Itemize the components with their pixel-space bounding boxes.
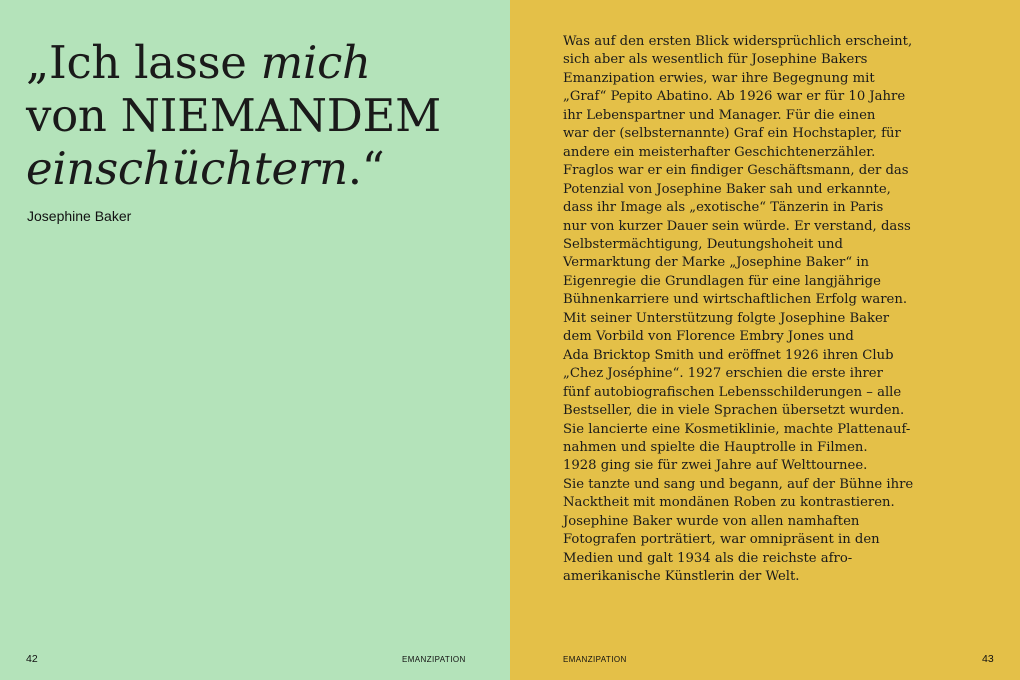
- quote-line-1-roman: „Ich lasse: [26, 36, 261, 89]
- body-text-line: Josephine Baker wurde von allen namhaften: [563, 513, 860, 529]
- quote-line-1: [26, 36, 496, 89]
- body-text-line: sich aber als wesentlich für Josephine Bakers: [563, 52, 868, 68]
- quote-line-1-italic: mich: [260, 36, 371, 89]
- body-text-line: Ada Bricktop Smith und eröffnet 1926 ihren Club: [563, 347, 894, 363]
- body-text-line: Bühnenkarriere und wirtschaftlichen Erfolg waren.: [563, 292, 908, 308]
- quote-line-3: [26, 142, 496, 195]
- body-text-line: 1928 ging sie für zwei Jahre auf Welttournee.: [563, 458, 868, 474]
- body-text-line: Potenzial von Josephine Baker sah und erkannte,: [563, 181, 891, 197]
- body-text-line: „Chez Joséphine“. 1927 erschien die erste ihrer: [563, 366, 883, 382]
- body-text-line: nahmen und spielte die Hauptrolle in Filmen.: [563, 439, 868, 455]
- body-text-line: Fotografen porträtiert, war omnipräsent in den: [563, 532, 880, 548]
- quote-line-3-closing: .“: [347, 142, 385, 195]
- body-text-line: Fraglos war er ein findiger Geschäftsmann, der das: [563, 163, 909, 179]
- body-text-line: dem Vorbild von Florence Embry Jones und: [563, 329, 854, 345]
- running-head-left: EMANZIPATION: [402, 655, 466, 664]
- page-number-right: 43: [982, 653, 994, 665]
- page-number-left: 42: [26, 653, 38, 665]
- running-head-right: EMANZIPATION: [563, 655, 627, 664]
- body-text-line: ihr Lebenspartner und Manager. Für die einen: [563, 107, 876, 123]
- body-text-line: war der (selbsternannte) Graf ein Hochstapler, für: [563, 126, 901, 142]
- body-text-line: Vermarktung der Marke „Josephine Baker“ in: [563, 255, 869, 271]
- body-text-line: Eigenregie die Grundlagen für eine langjährige: [563, 273, 881, 289]
- body-text: [563, 33, 923, 587]
- body-text-line: Selbstermächtigung, Deutungshoheit und: [563, 236, 843, 252]
- body-text-line: Sie tanzte und sang und begann, auf der Bühne ihre: [563, 476, 914, 492]
- body-text-line: dass ihr Image als „exotische“ Tänzerin in Paris: [563, 200, 884, 216]
- body-text-line: „Graf“ Pepito Abatino. Ab 1926 war er für 10 Jahre: [563, 89, 906, 105]
- body-text-line: Mit seiner Unterstützung folgte Josephine Baker: [563, 310, 890, 326]
- body-text-line: amerikanische Künstlerin der Welt.: [563, 569, 800, 585]
- quote-author: Josephine Baker: [27, 208, 132, 224]
- body-text-line: Nacktheit mit mondänen Roben zu kontrastieren.: [563, 495, 895, 511]
- body-text-line: Bestseller, die in viele Sprachen übersetzt wurden.: [563, 403, 905, 419]
- quote-line-3-italic: einschüchtern: [26, 142, 348, 195]
- body-text-line: fünf autobiografischen Lebensschilderungen – alle: [563, 384, 902, 400]
- body-text-line: Emanzipation erwies, war ihre Begegnung mit: [563, 70, 875, 86]
- body-text-line: Medien und galt 1934 als die reichste afro-: [563, 550, 853, 566]
- body-text-line: Sie lancierte eine Kosmetiklinie, machte Plattenauf-: [563, 421, 911, 437]
- body-text-line: Was auf den ersten Blick widersprüchlich erscheint,: [563, 34, 913, 49]
- body-text-line: nur von kurzer Dauer sein würde. Er verstand, dass: [563, 218, 911, 234]
- body-text-line: andere ein meisterhafter Geschichtenerzähler.: [563, 144, 876, 160]
- pull-quote: [26, 36, 496, 195]
- quote-line-2: von NIEMANDEM: [26, 89, 441, 142]
